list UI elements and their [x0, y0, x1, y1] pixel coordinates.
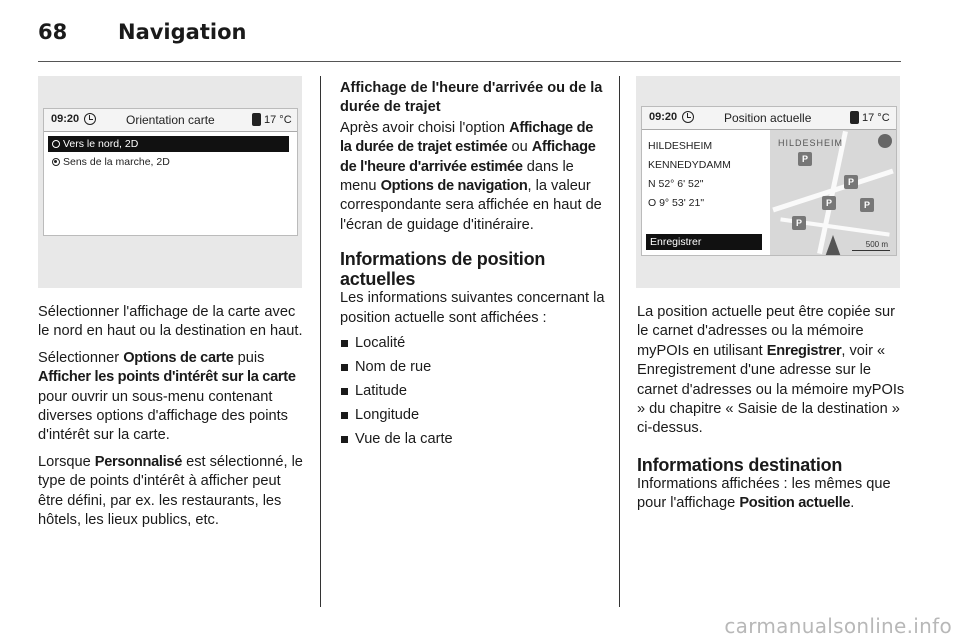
position-details: [648, 137, 731, 213]
text: ou: [507, 139, 532, 156]
menu-term: Options de carte: [123, 349, 234, 366]
menu-term: Affichage de la durée de trajet estimée: [340, 119, 594, 156]
radio-off-icon: [52, 140, 60, 148]
status-time: 09:20: [51, 113, 80, 125]
paragraph: [38, 453, 306, 531]
paragraph: [637, 475, 905, 514]
list-item: Localité: [340, 334, 606, 353]
locality: HILDESHEIM: [648, 140, 713, 152]
parking-icon: P: [792, 216, 806, 230]
paragraph: Sélectionner l'affichage de la carte avec le nord en haut ou la destination en haut.: [38, 304, 303, 340]
list-item: Nom de rue: [340, 358, 606, 377]
status-time: 09:20: [649, 111, 678, 123]
option-north-up[interactable]: [48, 136, 289, 152]
section-title: Navigation: [118, 20, 247, 44]
watermark: carmanualsonline.info: [724, 614, 952, 638]
position-screen: [641, 106, 897, 256]
map-scale: 500 m: [852, 240, 890, 251]
text: dans le menu: [340, 158, 574, 195]
option-heading-up[interactable]: [48, 154, 289, 170]
bullet-icon: [341, 340, 348, 347]
text: pour ouvrir un sous-menu contenant diverses options d'affichage des points d'intérêt sur la carte.: [38, 388, 288, 444]
clock-icon: [682, 111, 694, 123]
menu-term: Affichage de l'heure d'arrivée estimée: [340, 139, 596, 175]
status-bar: [44, 109, 297, 132]
vehicle-position-icon: [825, 235, 841, 255]
info-list: [340, 334, 606, 449]
thermometer-icon: [850, 111, 859, 124]
bullet-icon: [341, 364, 348, 371]
menu-term: Position actuelle: [739, 495, 851, 512]
status-temperature: 17 °C: [264, 114, 292, 126]
page-number: 68: [38, 20, 68, 44]
text: , voir « Enregistrement d'une adresse sur le carnet d'adresses ou la mémoire myPOIs » du chapitre « Saisie de la destination » ci-dessus.: [637, 342, 905, 437]
status-temperature: 17 °C: [862, 112, 890, 124]
screen-title: Position actuelle: [724, 111, 812, 125]
column-divider-1: [320, 76, 321, 607]
text: Lorsque: [38, 453, 95, 470]
heading-current-position: Informations de position actuelles: [340, 249, 546, 290]
status-bar: [642, 107, 896, 130]
parking-icon: P: [844, 175, 858, 189]
text: est sélectionné, le type de points d'intérêt à afficher peut être défini, par ex. les restaurants, les hôtels, les lieux publics, etc.: [38, 453, 303, 529]
longitude: O 9° 53' 21": [648, 197, 705, 209]
paragraph: [38, 349, 306, 446]
bullet-icon: [341, 436, 348, 443]
header-rule: [38, 61, 901, 62]
text: puis: [233, 349, 265, 366]
bullet-icon: [341, 388, 348, 395]
column-2-text: [340, 79, 606, 454]
paragraph: Les informations suivantes concernant la position actuelle sont affichées :: [340, 290, 605, 326]
list-item: Vue de la carte: [340, 430, 606, 449]
menu-term: Options de navigation: [380, 178, 528, 195]
parking-icon: P: [798, 152, 812, 166]
thermometer-icon: [252, 113, 261, 126]
map-city-label: HILDESHEIM: [778, 138, 844, 148]
paragraph: [637, 303, 905, 439]
radio-on-icon: [52, 158, 60, 166]
screenshot-current-position: [636, 76, 900, 288]
heading-destination-info: Informations destination: [637, 454, 843, 475]
option-label: Sens de la marche, 2D: [63, 156, 170, 168]
option-label: Vers le nord, 2D: [63, 138, 139, 150]
latitude: N 52° 6' 52": [648, 178, 704, 190]
screen-title: Orientation carte: [126, 113, 215, 127]
save-button[interactable]: Enregistrer: [646, 234, 762, 250]
menu-term: Personnalisé: [94, 453, 183, 470]
paragraph: [340, 119, 606, 235]
orientation-screen: [43, 108, 298, 236]
parking-icon: P: [860, 198, 874, 212]
column-1-text: [38, 303, 306, 537]
menu-term: Enregistrer: [766, 342, 842, 359]
text: Sélectionner: [38, 349, 124, 366]
street-name: KENNEDYDAMM: [648, 159, 731, 171]
column-3-text: [637, 303, 905, 521]
compass-icon: [878, 134, 892, 148]
text: , la valeur correspondante sera affichée en haut de l'écran de guidage d'itinéraire.: [340, 178, 602, 233]
list-item: Longitude: [340, 406, 606, 425]
menu-term: Afficher les points d'intérêt sur la carte: [38, 369, 296, 386]
parking-icon: P: [822, 196, 836, 210]
column-divider-2: [619, 76, 620, 607]
clock-icon: [84, 113, 96, 125]
list-item: Latitude: [340, 382, 606, 401]
text: Informations affichées : les mêmes que pour l'affichage: [637, 475, 891, 512]
subheading: Affichage de l'heure d'arrivée ou de la durée de trajet: [340, 80, 603, 116]
text: La position actuelle peut être copiée sur le carnet d'adresses ou la mémoire myPOIs en utilisant: [637, 304, 895, 359]
screenshot-orientation: [38, 76, 302, 288]
text: .: [850, 495, 855, 512]
map-view[interactable]: [770, 130, 896, 255]
text: Après avoir choisi l'option: [340, 119, 510, 136]
bullet-icon: [341, 412, 348, 419]
